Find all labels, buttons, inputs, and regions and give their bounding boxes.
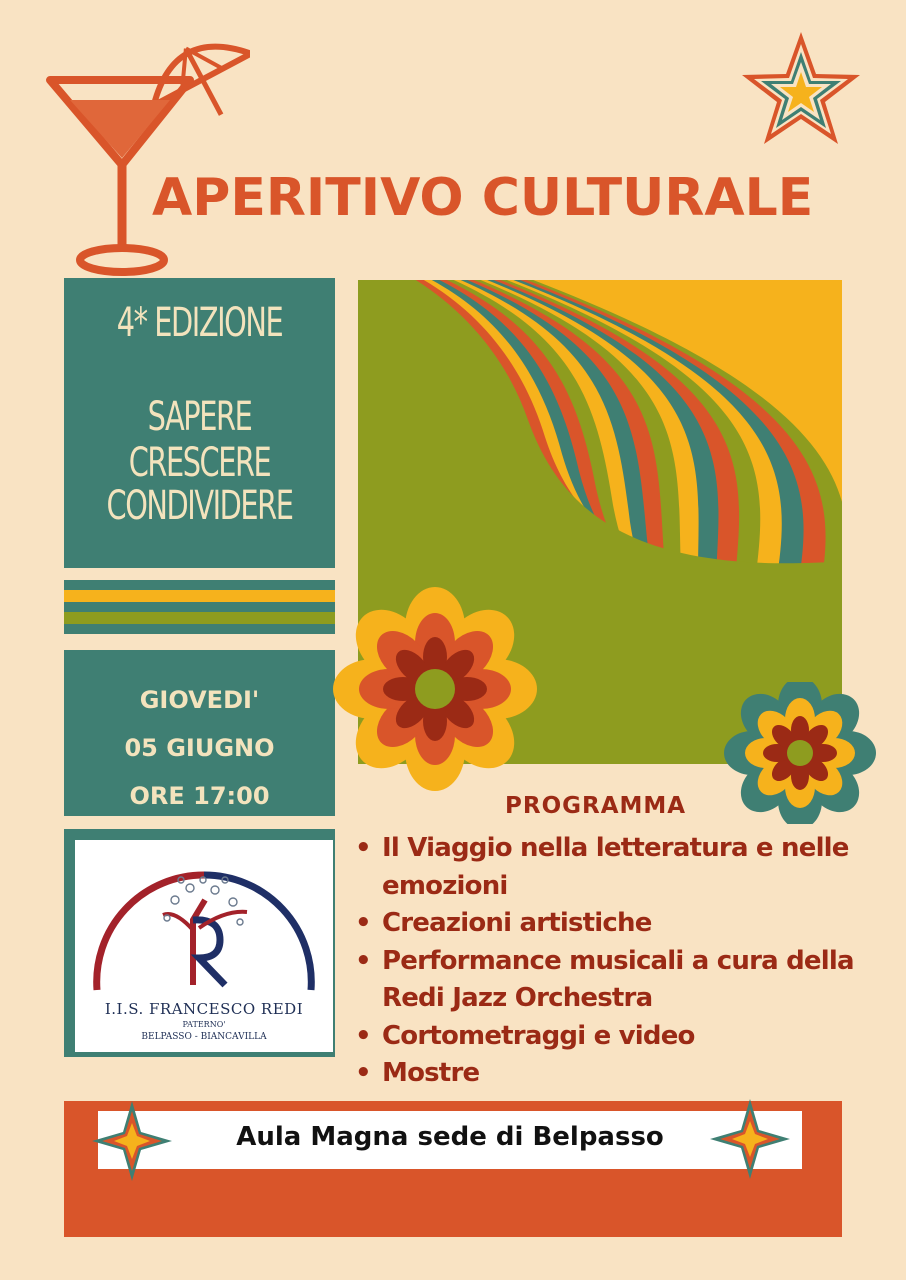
- bullet-icon: •: [355, 1058, 371, 1088]
- school-location: PATERNO': [182, 1020, 226, 1029]
- program-item: • Performance musicali a cura della Redi Jazz Orchestra: [352, 943, 862, 1018]
- big-flower-icon: [332, 582, 538, 796]
- event-day: GIOVEDI': [139, 686, 260, 714]
- bullet-icon: •: [355, 945, 371, 976]
- event-date-panel: [64, 650, 335, 816]
- program-item: • Il Viaggio nella letteratura e nelle emozioni: [352, 830, 862, 905]
- edition-panel: [64, 278, 335, 568]
- event-time: ORE 17:00: [129, 782, 270, 810]
- decorative-stripes: [64, 568, 335, 648]
- bullet-icon: •: [355, 908, 371, 938]
- bullet-icon: •: [355, 1020, 371, 1051]
- program-item: • Cortometraggi e video: [352, 1018, 862, 1056]
- program-item: • Creazioni artistiche: [352, 905, 862, 943]
- page-title: APERITIVO CULTURALE: [152, 168, 814, 228]
- small-flower-icon: [712, 682, 888, 824]
- school-logo-icon: [75, 840, 333, 1000]
- edition-line: CONDIVIDERE: [106, 483, 293, 529]
- program-item: • Mostre: [352, 1055, 862, 1093]
- program-title: PROGRAMMA: [505, 793, 687, 819]
- school-name: I.I.S. FRANCESCO REDI: [104, 1000, 304, 1018]
- school-branches: BELPASSO - BIANCAVILLA: [141, 1032, 267, 1042]
- bullet-icon: •: [355, 833, 371, 863]
- program-list: [352, 830, 862, 1093]
- cocktail-glass-icon: [40, 20, 250, 280]
- star-icon: [738, 30, 864, 152]
- edition-line: 4* EDIZIONE: [116, 300, 283, 346]
- edition-line: SAPERE CRESCERE: [128, 394, 271, 486]
- venue-text: Aula Magna sede di Belpasso: [236, 1122, 664, 1152]
- event-date: 05 GIUGNO: [124, 734, 275, 762]
